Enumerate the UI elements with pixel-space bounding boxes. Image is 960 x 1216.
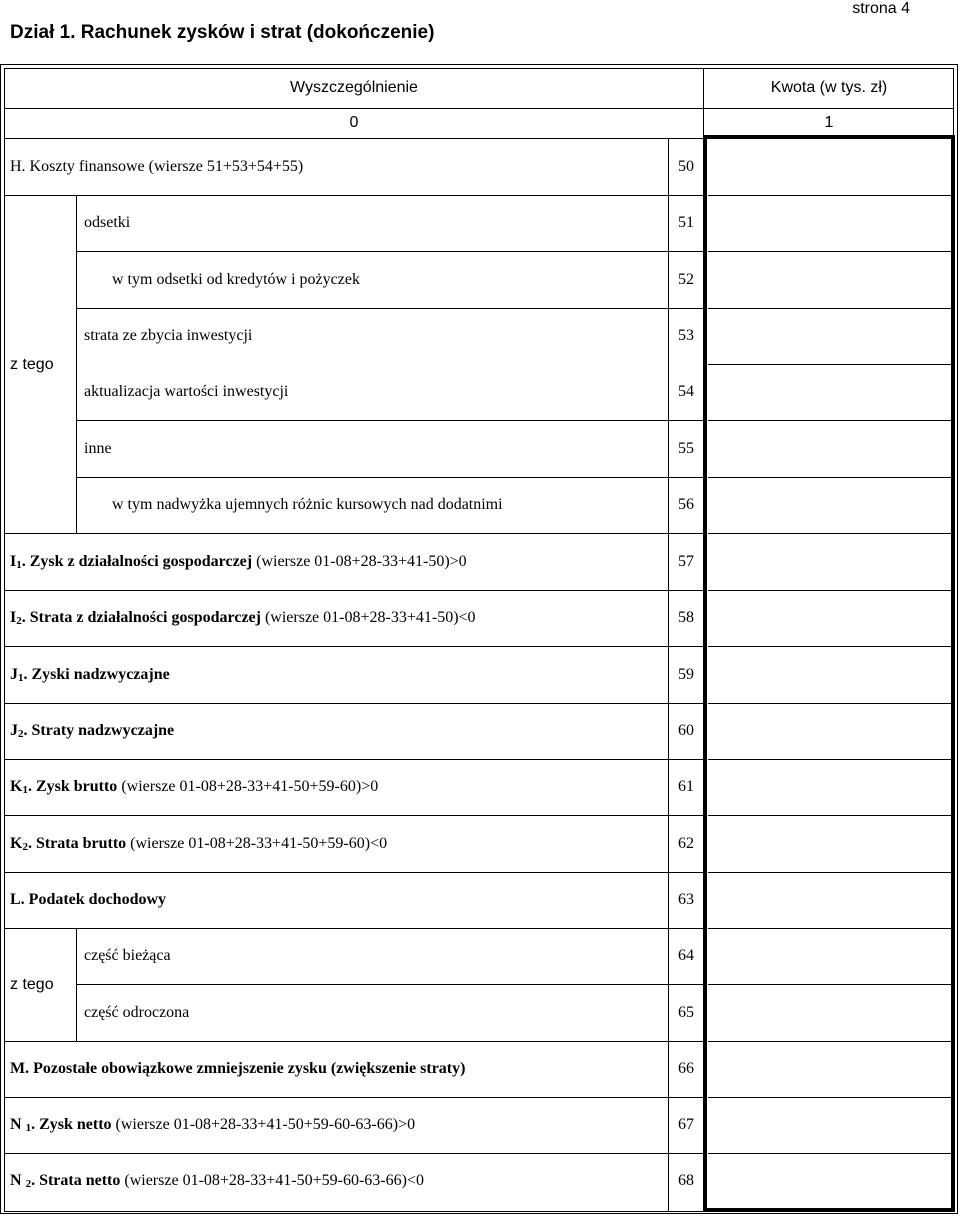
row-64-number: 64 — [678, 947, 694, 964]
value-row-divider — [708, 1153, 954, 1154]
row-divider — [4, 703, 704, 704]
row-58-label: $I_2$. Strata z działalności gospodarczej (wiersze 01-08+28-33+41-50)<0 — [10, 609, 476, 627]
row-65-label: część odroczona — [84, 1004, 190, 1021]
row-65-number: 65 — [678, 1004, 694, 1021]
row-62-number: 62 — [678, 835, 694, 852]
value-row-divider — [708, 928, 954, 929]
column-header-amount: Kwota (w tys. zł) — [770, 79, 888, 96]
row-67-number: 67 — [678, 1116, 694, 1133]
row-divider — [4, 108, 954, 109]
row-51-number: 51 — [678, 214, 694, 231]
row-61-label: $K_1$. Zysk brutto (wiersze 01-08+28-33+41-50+59-60)>0 — [10, 778, 379, 796]
value-row-divider — [708, 1041, 954, 1042]
row-divider — [4, 646, 704, 647]
value-row-divider — [708, 420, 954, 421]
row-divider — [76, 420, 704, 421]
column-divider — [76, 195, 77, 533]
row-divider — [4, 1153, 704, 1154]
row-52-label: w tym odsetki od kredytów i pożyczek — [112, 271, 360, 288]
row-divider — [4, 815, 704, 816]
row-divider — [4, 1097, 704, 1098]
row-55-label: inne — [84, 440, 112, 457]
column-index-0: 0 — [349, 114, 359, 131]
row-divider — [4, 928, 704, 929]
row-59-number: 59 — [678, 666, 694, 683]
column-divider — [76, 928, 77, 1041]
row-53-label: strata ze zbycia inwestycji — [84, 327, 253, 344]
section-title: Dział 1. Rachunek zysków i strat (dokończenie) — [10, 22, 435, 43]
row-60-number: 60 — [678, 722, 694, 739]
value-row-divider — [708, 984, 954, 985]
value-row-divider — [708, 1097, 954, 1098]
row-divider — [4, 872, 704, 873]
row-59-label: $J_1$. Zyski nadzwyczajne — [10, 666, 170, 684]
value-row-divider — [708, 533, 954, 534]
value-box-border — [703, 1208, 955, 1212]
row-63-number: 63 — [678, 891, 694, 908]
row-divider — [4, 533, 704, 534]
row-64-label: część bieżąca — [84, 947, 171, 964]
row-63-label: L. Podatek dochodowy — [10, 891, 167, 908]
value-box-border — [703, 135, 955, 139]
value-row-divider — [708, 477, 954, 478]
row-67-label: N $_1$. Zysk netto (wiersze 01-08+28-33+41-50+59-60-63-66)>0 — [10, 1116, 416, 1134]
row-60-label: $J_2$. Straty nadzwyczajne — [10, 722, 175, 740]
row-51-label: odsetki — [84, 214, 131, 231]
row-57-label: $I_1$. Zysk z działalności gospodarczej (wiersze 01-08+28-33+41-50)>0 — [10, 553, 467, 571]
row-62-label: $K_2$. Strata brutto (wiersze 01-08+28-33+41-50+59-60)<0 — [10, 835, 388, 853]
column-index-1: 1 — [824, 114, 834, 131]
value-row-divider — [708, 872, 954, 873]
row-divider — [4, 1041, 704, 1042]
value-row-divider — [708, 759, 954, 760]
row-54-label: aktualizacja wartości inwestycji — [84, 383, 289, 400]
z-tego-label: z tego — [10, 356, 54, 373]
row-56-number: 56 — [678, 496, 694, 513]
row-66-label: M. Pozostałe obowiązkowe zmniejszenie zysku (zwiększenie straty) — [10, 1060, 466, 1077]
row-divider — [76, 251, 704, 252]
row-56-label: w tym nadwyżka ujemnych różnic kursowych nad dodatnimi — [112, 496, 503, 513]
row-55-number: 55 — [678, 440, 694, 457]
row-divider — [4, 590, 704, 591]
column-header-description: Wyszczególnienie — [290, 79, 418, 96]
row-54-number: 54 — [678, 383, 694, 400]
row-58-number: 58 — [678, 609, 694, 626]
row-divider — [76, 984, 704, 985]
value-row-divider — [708, 195, 954, 196]
row-68-label: N $_2$. Strata netto (wiersze 01-08+28-33+41-50+59-60-63-66)<0 — [10, 1172, 424, 1190]
value-row-divider — [708, 815, 954, 816]
row-50-number: 50 — [678, 158, 694, 175]
value-row-divider — [708, 308, 954, 309]
z-tego-label-2: z tego — [10, 976, 54, 993]
value-box-border — [951, 135, 955, 1212]
row-53-number: 53 — [678, 327, 694, 344]
row-divider — [4, 195, 704, 196]
value-row-divider — [708, 703, 954, 704]
row-divider — [4, 759, 704, 760]
row-52-number: 52 — [678, 271, 694, 288]
value-row-divider — [708, 590, 954, 591]
value-row-divider — [708, 646, 954, 647]
page-number: strona 4 — [852, 0, 910, 17]
row-50-label: H. Koszty finansowe (wiersze 51+53+54+55) — [10, 158, 304, 175]
row-divider — [76, 477, 704, 478]
row-61-number: 61 — [678, 778, 694, 795]
row-66-number: 66 — [678, 1060, 694, 1077]
row-57-number: 57 — [678, 553, 694, 570]
row-68-number: 68 — [678, 1172, 694, 1189]
row-divider — [76, 308, 704, 309]
value-row-divider — [708, 251, 954, 252]
row-divider — [4, 138, 704, 139]
value-row-divider — [708, 364, 954, 365]
